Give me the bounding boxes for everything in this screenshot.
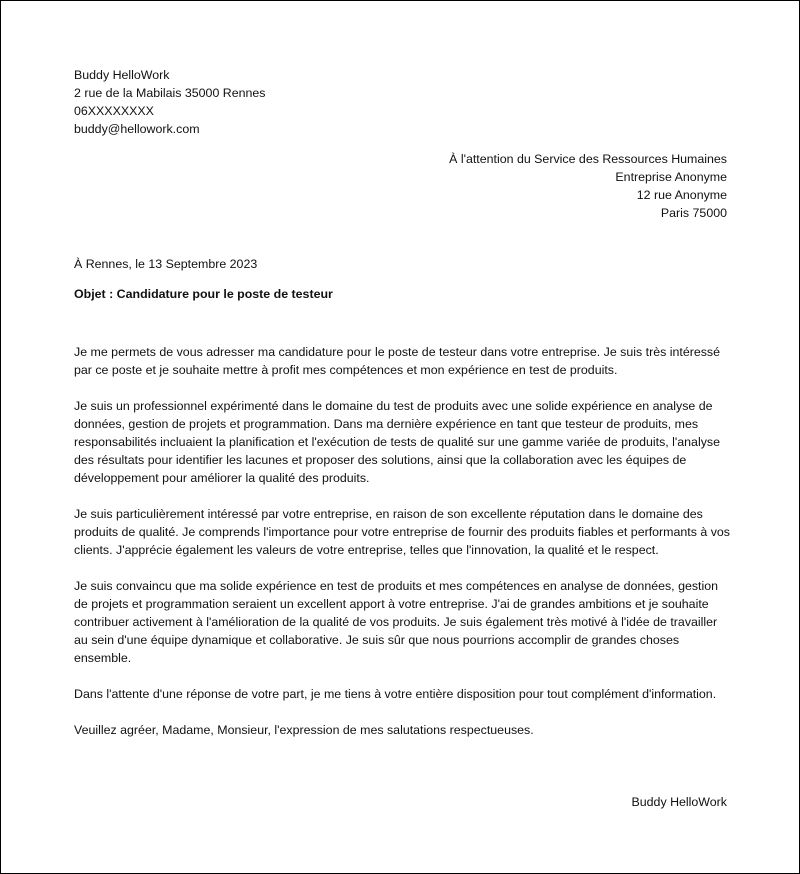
sender-block [74, 66, 266, 138]
letter-body [74, 343, 734, 757]
paragraph-salutation: Veuillez agréer, Madame, Monsieur, l'expression de mes salutations respectueuses. [74, 723, 534, 737]
subject-line: Objet : Candidature pour le poste de testeur [74, 287, 333, 301]
recipient-city: Paris 75000 [660, 206, 727, 220]
paragraph-intro: Je me permets de vous adresser ma candidature pour le poste de testeur dans votre entreprise. Je suis très intéressé par ce poste et je souhaite mettre à profit mes compétences et mon expérience en test de produits. [74, 345, 721, 377]
sender-email: buddy@hellowork.com [74, 122, 200, 136]
signature: Buddy HelloWork [631, 795, 727, 809]
recipient-company: Entreprise Anonyme [615, 170, 727, 184]
sender-phone: 06XXXXXXXX [74, 104, 154, 118]
sender-name: Buddy HelloWork [74, 68, 170, 82]
sender-address: 2 rue de la Mabilais 35000 Rennes [74, 86, 266, 100]
date-line: À Rennes, le 13 Septembre 2023 [74, 257, 258, 271]
paragraph-company: Je suis particulièrement intéressé par votre entreprise, en raison de son excellente réputation dans le domaine des produits de qualité. Je comprends l'importance pour votre entreprise de fournir des produits fiables et performants à vos clients. J'apprécie également les valeurs de votre entreprise, telles que l'innovation, la qualité et le respect. [74, 507, 730, 557]
paragraph-closing: Dans l'attente d'une réponse de votre part, je me tiens à votre entière disposition pour tout complément d'information. [74, 687, 717, 701]
recipient-block [449, 150, 727, 222]
recipient-attention: À l'attention du Service des Ressources Humaines [449, 152, 727, 166]
recipient-street: 12 rue Anonyme [636, 188, 727, 202]
paragraph-motivation: Je suis convaincu que ma solide expérience en test de produits et mes compétences en analyse de données, gestion de projets et programmation seraient un excellent apport à votre entreprise. J'ai de grandes ambitions et je souhaite contribuer activement à l'amélioration de la qualité de vos produits. Je suis également très motivé à l'idée de travailler au sein d'une équipe dynamique et collaborative. Je suis sûr que nous pourrions accomplir de grandes choses ensemble. [74, 579, 719, 665]
paragraph-experience: Je suis un professionnel expérimenté dans le domaine du test de produits avec une solide expérience en analyse de données, gestion de projets et programmation. Dans ma dernière expérience en tant que testeur de produits, mes responsabilités incluaient la planification et l'exécution de tests de qualité sur une gamme variée de produits, l'analyse des résultats pour identifier les lacunes et proposer des solutions, ainsi que la collaboration avec les équipes de développement pour améliorer la qualité des produits. [74, 399, 720, 485]
